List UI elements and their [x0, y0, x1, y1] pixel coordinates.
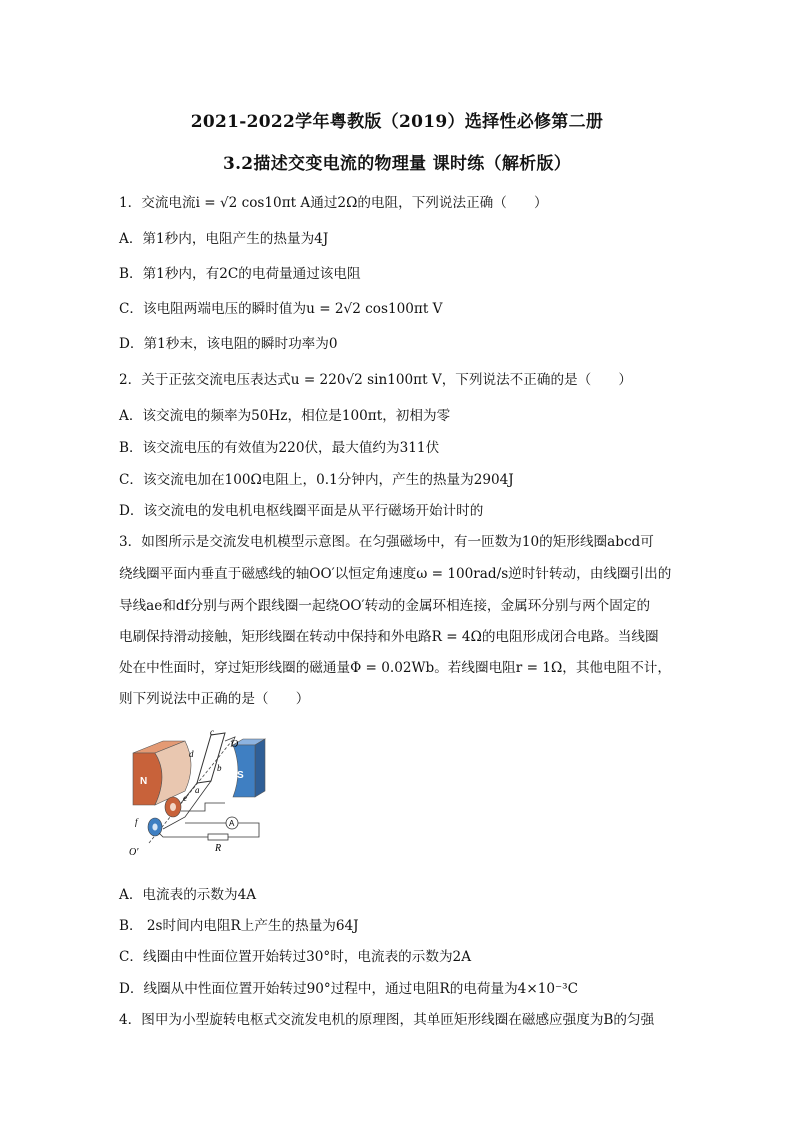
document-subtitle: 3.2描述交变电流的物理量 课时练（解析版） — [222, 154, 572, 174]
label-r: R — [215, 843, 222, 854]
question-1-stem: 1．交流电流i = √2 cos10πt A通过2Ω的电阻，下列说法正确（ ） — [119, 195, 548, 211]
question-3-option-d: D．线圈从中性面位置开始转过90°过程中，通过电阻R的电荷量为4×10⁻³C — [119, 981, 579, 997]
question-3-option-c: C．线圈由中性面位置开始转过30°时，电流表的示数为2A — [119, 949, 472, 965]
south-label: S — [237, 770, 244, 781]
question-3-stem-line-6: 则下列说法中正确的是（ ） — [119, 691, 310, 707]
ammeter-label: A — [229, 819, 235, 828]
question-2-option-b: B．该交流电压的有效值为220伏，最大值约为311伏 — [119, 440, 440, 456]
question-3-stem-line-1: 3．如图所示是交流发电机模型示意图。在匀强磁场中，有一匝数为10的矩形线圈abcd可 — [119, 534, 654, 550]
label-a: a — [195, 785, 200, 795]
label-b: b — [217, 763, 222, 773]
question-3-option-a: A．电流表的示数为4A — [119, 887, 257, 903]
question-2-option-d: D．该交流电的发电机电枢线圈平面是从平行磁场开始计时的 — [119, 503, 484, 519]
external-circuit — [181, 803, 225, 811]
label-o-prime: O′ — [129, 847, 139, 858]
question-2-option-c: C．该交流电加在100Ω电阻上，0.1分钟内，产生的热量为2904J — [119, 472, 514, 488]
generator-diagram — [125, 725, 275, 860]
question-3-stem-line-3: 导线ae和df分别与两个跟线圈一起绕OO′转动的金属环相连接，金属环分别与两个固定的 — [119, 598, 651, 614]
question-1-option-a: A．第1秒内，电阻产生的热量为4J — [119, 231, 329, 247]
question-3-option-b: B． 2s时间内电阻R上产生的热量为64J — [119, 918, 359, 934]
question-2-option-a: A．该交流电的频率为50Hz，相位是100πt，初相为零 — [119, 408, 451, 424]
question-1-option-d: D．第1秒末，该电阻的瞬时功率为0 — [119, 336, 338, 352]
question-1-option-b: B．第1秒内，有2C的电荷量通过该电阻 — [119, 266, 361, 282]
resistor — [208, 834, 228, 840]
question-2-stem: 2．关于正弦交流电压表达式u = 220√2 sin100πt V，下列说法不正确的是（ ） — [119, 372, 633, 388]
label-o: O — [231, 739, 239, 750]
label-e: e — [183, 793, 187, 803]
label-f: f — [135, 817, 138, 827]
question-3-stem-line-2: 绕线圈平面内垂直于磁感线的轴OO′以恒定角速度ω = 100rad/s逆时针转动，由线圈引出的 — [119, 566, 672, 582]
question-4-stem: 4．图甲为小型旋转电枢式交流发电机的原理图，其单匝矩形线圈在磁感应强度为B的匀强 — [119, 1012, 655, 1028]
document-title: 2021-2022学年粤教版（2019）选择性必修第二册 — [190, 112, 604, 132]
north-label: N — [140, 776, 148, 787]
label-d: d — [189, 749, 194, 759]
question-3-stem-line-4: 电刷保持滑动接触，矩形线圈在转动中保持和外电路R = 4Ω的电阻形成闭合电路。当线圈 — [119, 629, 659, 645]
coil-abcd — [197, 733, 225, 783]
question-3-stem-line-5: 处在中性面时，穿过矩形线圈的磁通量Φ = 0.02Wb。若线圈电阻r = 1Ω，其他电阻不计， — [119, 660, 671, 676]
label-c: c — [210, 727, 214, 737]
question-1-option-c: C．该电阻两端电压的瞬时值为u = 2√2 cos100πt V — [119, 301, 443, 317]
